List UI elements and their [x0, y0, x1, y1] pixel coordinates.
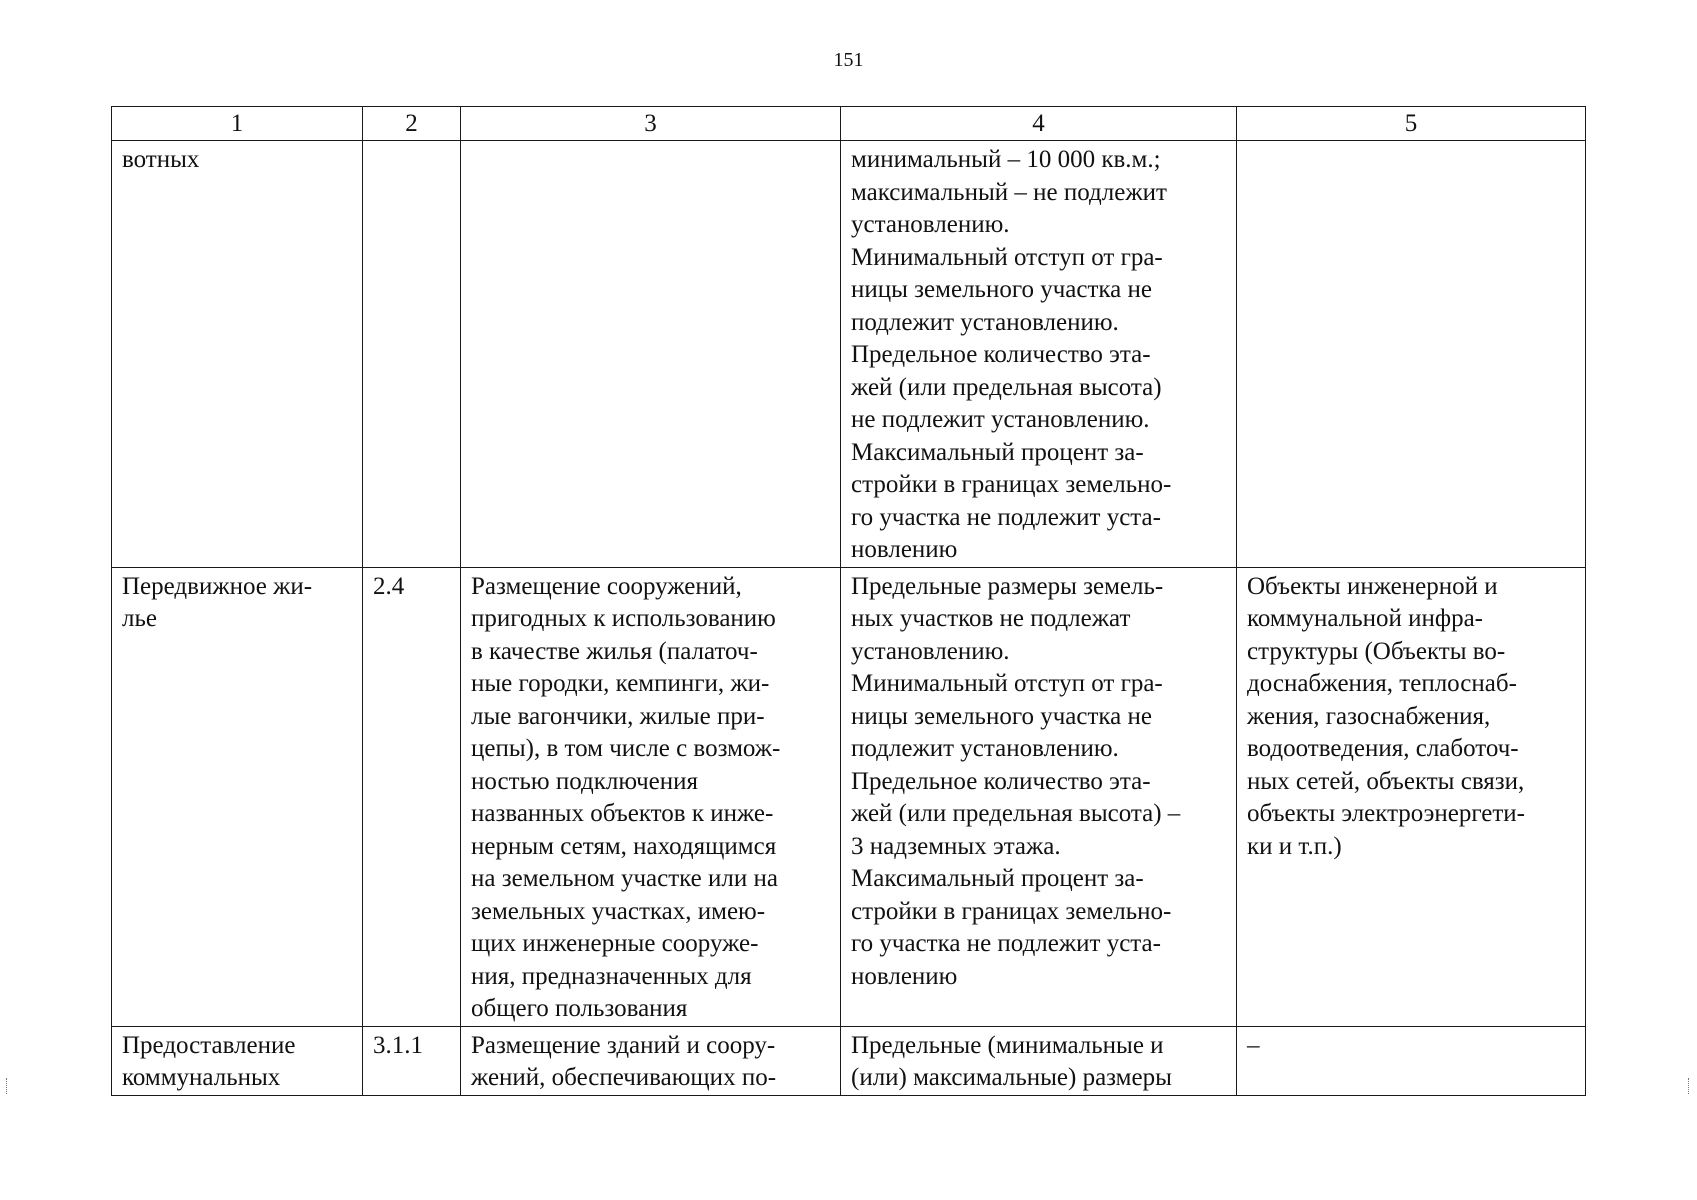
cell-parameters: минимальный – 10 000 кв.м.; максимальный – не подлежит установлению. Минимальный отступ от гра- ницы земельного участка не подлежит установлению. Предельное количество эта- жей (или предельная высота) не подлежит установлению. Максимальный процент за- стройки в границах земельно- го участка не подлежит уста- новлению: [841, 141, 1237, 568]
regulations-table: [111, 106, 1586, 1096]
column-header-2: 2: [363, 107, 461, 141]
cell-use-type: Передвижное жи- лье: [112, 567, 363, 1026]
table-header-row: [112, 107, 1586, 141]
cell-auxiliary-uses: –: [1237, 1026, 1586, 1095]
cell-code: [363, 141, 461, 568]
scan-edge-mark-left: [6, 1078, 9, 1094]
cell-description: Размещение зданий и соору- жений, обеспечивающих по-: [461, 1026, 841, 1095]
cell-parameters: Предельные размеры земель- ных участков не подлежат установлению. Минимальный отступ от гра- ницы земельного участка не подлежит установлению. Предельное количество эта- жей (или предельная высота) – 3 надземных этажа. Максимальный процент за- стройки в границах земельно- го участка не подлежит уста- новлению: [841, 567, 1237, 1026]
cell-description: [461, 141, 841, 568]
page-number: 151: [833, 49, 864, 71]
column-header-4: 4: [841, 107, 1237, 141]
cell-parameters: Предельные (минимальные и (или) максимальные) размеры: [841, 1026, 1237, 1095]
cell-use-type: вотных: [112, 141, 363, 568]
column-header-5: 5: [1237, 107, 1586, 141]
column-header-1: 1: [112, 107, 363, 141]
column-header-3: 3: [461, 107, 841, 141]
cell-use-type: Предоставление коммунальных: [112, 1026, 363, 1095]
cell-auxiliary-uses: [1237, 141, 1586, 568]
cell-code: 2.4: [363, 567, 461, 1026]
table-row: [112, 1026, 1586, 1095]
cell-code: 3.1.1: [363, 1026, 461, 1095]
cell-description: Размещение сооружений, пригодных к использованию в качестве жилья (палаточ- ные городки, кемпинги, жи- лые вагончики, жилые при- цепы), в том числе с возмож- ностью подключения названных объектов к инже- нерным сетям, находящимся на земельном участке или на земельных участках, имею- щих инженерные сооруже- ния, предназначенных для общего пользования: [461, 567, 841, 1026]
table-row: [112, 141, 1586, 568]
table-row: [112, 567, 1586, 1026]
cell-auxiliary-uses: Объекты инженерной и коммунальной инфра- структуры (Объекты во- доснабжения, теплоснаб- жения, газоснабжения, водоотведения, слаботоч- ных сетей, объекты связи, объекты электроэнергети- ки и т.п.): [1237, 567, 1586, 1026]
scan-edge-mark-right: [1688, 1078, 1691, 1094]
